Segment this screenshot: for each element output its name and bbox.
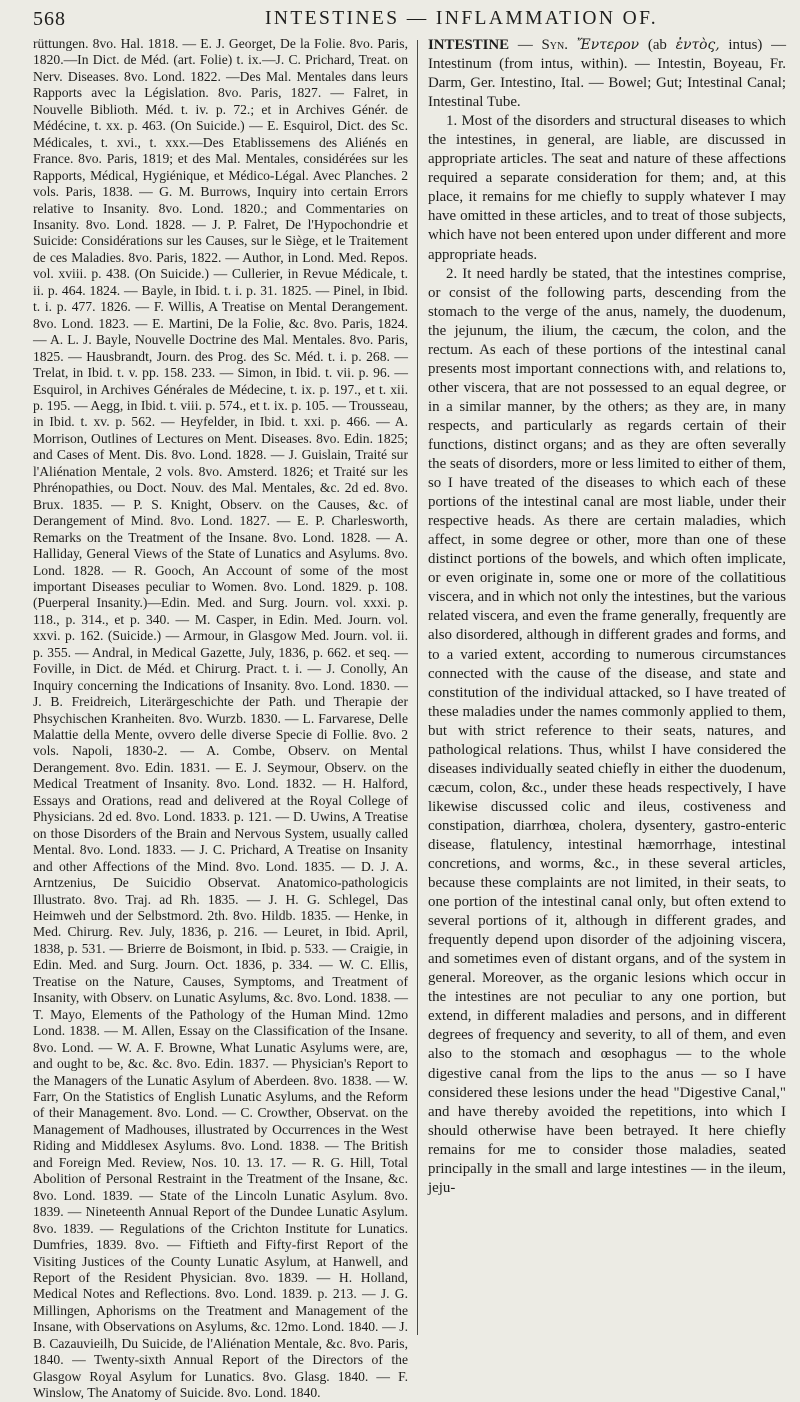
greek-gloss-pre: (ab bbox=[647, 37, 667, 53]
paragraph-2: 2. It need hardly be stated, that the intestines comprise, or consist of the following parts, descending from the stomach to the verge of the anus, namely, the duodenum, the jejunum, the ilium, the cæcum, the colon, and the rectum. As each of these portions of the intestinal canal presents most important connections with, and relations to, other viscera, that are not possessed to an equal degree, or in a similar manner, by the others; as they are, in many respects, and particularly as regards certain of their functions, distinct organs; and as they are often severally the seats of disorders, more or less limited to either of them, so I have treated of the diseases to which each of these portions of the intestinal canal are most liable, under their respective heads. As there are certain maladies, which affect, in some degree or other, more than one of these distinct portions of the bowels, and which often implicate, or even originate in, some one or more of the collatitious viscera, and in which not only the intestines, but the various related viscera, and even the frame generally, frequently are also disordered, although in different grades and forms, and to a varied extent, according to numerous circumstances connected with the cause of the disease, and state and constitution of the individual attacked, so I have treated of these maladies under the names commonly applied to them, but with strict reference to their seats, natures, and pathological relations. Thus, whilst I have considered the diseases individually seated chiefly in either the duodenum, cæcum, colon, &c., under these heads respectively, I have likewise discussed colic and ileus, costiveness and constipation, diarrhœa, cholera, dysentery, gastro-enteric disease, flatulency, intestinal hæmorrhage, intestinal concretions, and worms, &c., in these several articles, because these complaints are not limited, in their seats, to one portion of the intestinal canal only, but often extend to several portions of it, although in different grades, and frequently depend upon disorder of the adjoining viscera, and sometimes even of distant organs, and of the system in general. Moreover, as the organic lesions which occur in the intestines are not peculiar to any one portion, but extend, in different maladies and persons, and in different degrees of frequency and severity, to all of them, and even also to the stomach and œsophagus — to the whole digestive canal from the lips to the anus — so I have considered these lesions under the head "Digestive Canal," and have thereby avoided the repetitions, into which I should otherwise have been betrayed. It here chiefly remains for me to consider those maladies, seated principally in the small and large intestines — in the ileum, jeju- bbox=[428, 265, 786, 1196]
page-header bbox=[33, 4, 786, 34]
running-title: INTESTINES — INFLAMMATION OF. bbox=[265, 8, 659, 29]
synonyms-line: intus) — Intestinum (from intus, within). — Intestin, Boyeau, Fr. Darm, Ger. Intestino, Ital. — Bowel; Gut; Intestinal Canal; Intestinal Tube. bbox=[428, 37, 786, 111]
bibliography-text: rüttungen. 8vo. Hal. 1818. — E. J. Georget, De la Folie. 8vo. Paris, 1820.—In Dict. de Méd. (art. Folie) t. ix.—J. C. Prichard, Treat. on Nerv. Diseases. 8vo. Lond. 1822. —Des Mal. Mentales dans leurs Rapports avec la Législation. 8vo. Paris, 1827. — Falret, in Nouvelle Biblioth. Méd. t. iv. p. 72.; et in Archives Génér. de Médécine, t. xx. p. 463. (On Suicide.) — E. Esquirol, Dict. des Sc. Médicales, t. xvi., t. xxx.—Des Etablissemens des Aliénés en France. 8vo. Paris, 1819; et des Mal. Mentales, considérées sur les Rapports, Médical, Hygiénique, et Médico-Légal. Avec Planches. 2 vols. Paris, 1838. — G. M. Burrows, Inquiry into certain Errors relative to Insanity. 8vo. Lond. 1820.; and Commentaries on Insanity. 8vo. Lond. 1828. — J. P. Falret, De l'Hypochondrie et Suicide: Considérations sur les Causes, sur le Siège, et le Traitement de ces Maladies. 8vo. Paris, 1822. — Author, in Lond. Med. Repos. vol. xviii. p. 438. (On Suicide.) — Cullerier, in Revue Médicale, t. ii. p. 464. 1824. — Bayle, in Ibid. t. i. p. 31. 1825. — Pinel, in Ibid. t. i. p. 477. 1826. — F. Willis, A Treatise on Mental Derangement. 8vo. Lond. 1823. — E. Martini, De la Folie, &c. 8vo. Paris, 1824. — A. L. J. Bayle, Nouvelle Doctrine des Mal. Mentales. 8vo. Paris, 1825. — Hausbrandt, Journ. des Prog. des Sc. Méd. t. i. p. 268. — Trelat, in Ibid. t. v. pp. 158. 233. — Simon, in Ibid. t. vii. p. 96. — Esquirol, in Archives Générales de Médecine, t. ix. p. 197., et t. xii. p. 195. — Aegg, in Ibid. t. viii. p. 574., et t. ix. p. 105. — Trousseau, in Ibid. t. xv. p. 562. — Heyfelder, in Ibid. t. xxi. p. 466. — A. Morrison, Outlines of Lectures on Ment. Diseases. 8vo. Edin. 1825; and Cases of Ment. Dis. 8vo. Lond. 1828. — J. Guislain, Traité sur l'Aliénation Mentale, 2 vols. 8vo. Amsterd. 1826; et Traité sur les Phrénopathies, ou Doct. Nouv. des Mal. Mentales, &c. 2d ed. 8vo. Brux. 1835. — P. S. Knight, Observ. on the Causes, &c. of Derangement of Mind. 8vo. Lond. 1827. — E. P. Charlesworth, Remarks on the Treatment of the Insane. 8vo. Lond. 1828. — A. Halliday, General Views of the State of Lunatics and Asylums. 8vo. Lond. 1828. — R. Gooch, An Account of some of the most important Diseases peculiar to Women. 8vo. Lond. 1829. p. 108. (Puerperal Insanity.)—Edin. Med. and Surg. Journ. vol. xxxi. p. 118., p. 314., et p. 340. — M. Casper, in Edin. Med. Journ. vol. xxvi. p. 162. (Suicide.) — Armour, in Glasgow Med. Journ. vol. ii. p. 355. — Andral, in Medical Gazette, July, 1836, p. 662. et seq. — Foville, in Dict. de Méd. et Chirurg. Pract. t. i. — J. Conolly, An Inquiry concerning the Indications of Insanity. 8vo. Lond. 1830. — J. B. Freidreich, Literärgeschichte der Path. und Therapie der Phsychischen Kranheiten. 8vo. Wurzb. 1830. — L. Farvarese, Delle Malattie della Mente, ovvero delle diverse Specie di Follie. 8vo. 2 vols. Napoli, 1830-2. — A. Combe, Observ. on Mental Derangement. 8vo. Edin. 1831. — E. J. Seymour, Observ. on the Medical Treatment of Insanity. 8vo. Lond. 1832. — H. Halford, Essays and Orations, read and delivered at the Royal College of Physicians. 2d ed. 8vo. Lond. 1833. p. 121. — D. Uwins, A Treatise on those Disorders of the Brain and Nervous System, usually called Mental. 8vo. Lond. 1833. — J. C. Prichard, A Treatise on Insanity and other Affections of the Mind. 8vo. Lond. 1835. — D. J. A. Arntzenius, De Suicidio Observat. Anatomico-pathologicis Illustrato. 8vo. Traj. ad Rh. 1835. — J. H. G. Schlegel, Das Heimweh und der Selbstmord. 2th. 8vo. Hildb. 1835. — Henke, in Med. Chirurg. Rev. July, 1836, p. 216. — Leuret, in Ibid. April, 1838, p. 531. — Brierre de Boismont, in Ibid. p. 533. — Craigie, in Edin. Med. and Surg. Journ. Oct. 1836, p. 334. — W. C. Ellis, Treatise on the Nature, Causes, Symptoms, and Treatment of Insanity, with Observ. on Lunatic Asylums, &c. 8vo. Lond. 1838. — T. Mayo, Elements of the Pathology of the Human Mind. 12mo Lond. 1838. — M. Allen, Essay on the Classification of the Insane. 8vo. Lond. — W. A. F. Browne, What Lunatic Asylums were, are, and ought to be, &c. &c. 8vo. Edin. 1837. — Physician's Report to the Managers of the Lunatic Asylum of Aberdeen. 8vo. 1838. — W. Farr, On the Statistics of English Lunatic Asylums, and the Reform of their Management. 8vo. Lond. — C. Crowther, Observat. on the Management of Madhouses, illustrated by Occurrences in the West Riding and Middlesex Asylums. 8vo. Lond. 1838. — The British and Foreign Med. Review, Nos. 10. 13. 17. — R. G. Hill, Total Abolition of Personal Restraint in the Treatment of the Insane, &c. 8vo. Lond. 1839. — State of the Lincoln Lunatic Asylum. 8vo. 1839. — Nineteenth Annual Report of the Dundee Lunatic Asylum. 8vo. 1839. — Regulations of the Crichton Institute for Lunatics. Dumfries, 1839. 8vo. — Fiftieth and Fifty-first Report of the Visiting Justices of the County Lunatic Asylum, at Hanwell, and Report of the Resident Physician. 8vo. 1839. — H. Holland, Medical Notes and Reflections. 8vo. Lond. 1839. p. 213. — J. G. Millingen, Aphorisms on the Treatment and Management of the Insane, with Observations on Asylums, &c. 12mo. Lond. 1840. — J. B. Cazauvieilh, Du Suicide, de l'Aliénation Mentale, &c. 8vo. Paris, 1840. — Twenty-sixth Annual Report of the Directors of the Glasgow Royal Asylum for Lunatics. 8vo. Glasg. 1840. — F. Winslow, The Anatomy of Suicide. 8vo. Lond. 1840. bbox=[33, 36, 408, 1401]
greek-word: Ἔντερον bbox=[576, 37, 640, 53]
greek-root: ἐντὸς, bbox=[675, 37, 720, 53]
entry-term: INTESTINE bbox=[428, 37, 510, 53]
column-divider bbox=[417, 40, 418, 1335]
article-column bbox=[428, 36, 786, 1198]
entry-heading: INTESTINE — Syn. Ἔντερον (ab ἐντὸς, intus) — Intestinum (from intus, within). — Intestin, Boyeau, Fr. Darm, Ger. Intestino, Ital. — Bowel; Gut; Intestinal Canal; Intestinal Tube. bbox=[428, 37, 786, 111]
synonym-label: Syn. bbox=[541, 37, 568, 53]
paragraph-1: 1. Most of the disorders and structural diseases to which the intestines, in general, are liable, are discussed in appropriate articles. The seat and nature of these affections required a separate consideration for them; and, at this place, it remains for me chiefly to supply whatever I may have omitted in these articles, and to treat of those subjects, which have not been entered upon under different and more appropriate heads. bbox=[428, 113, 786, 263]
page-number: 568 bbox=[33, 8, 66, 30]
bibliography-column bbox=[33, 36, 408, 1402]
